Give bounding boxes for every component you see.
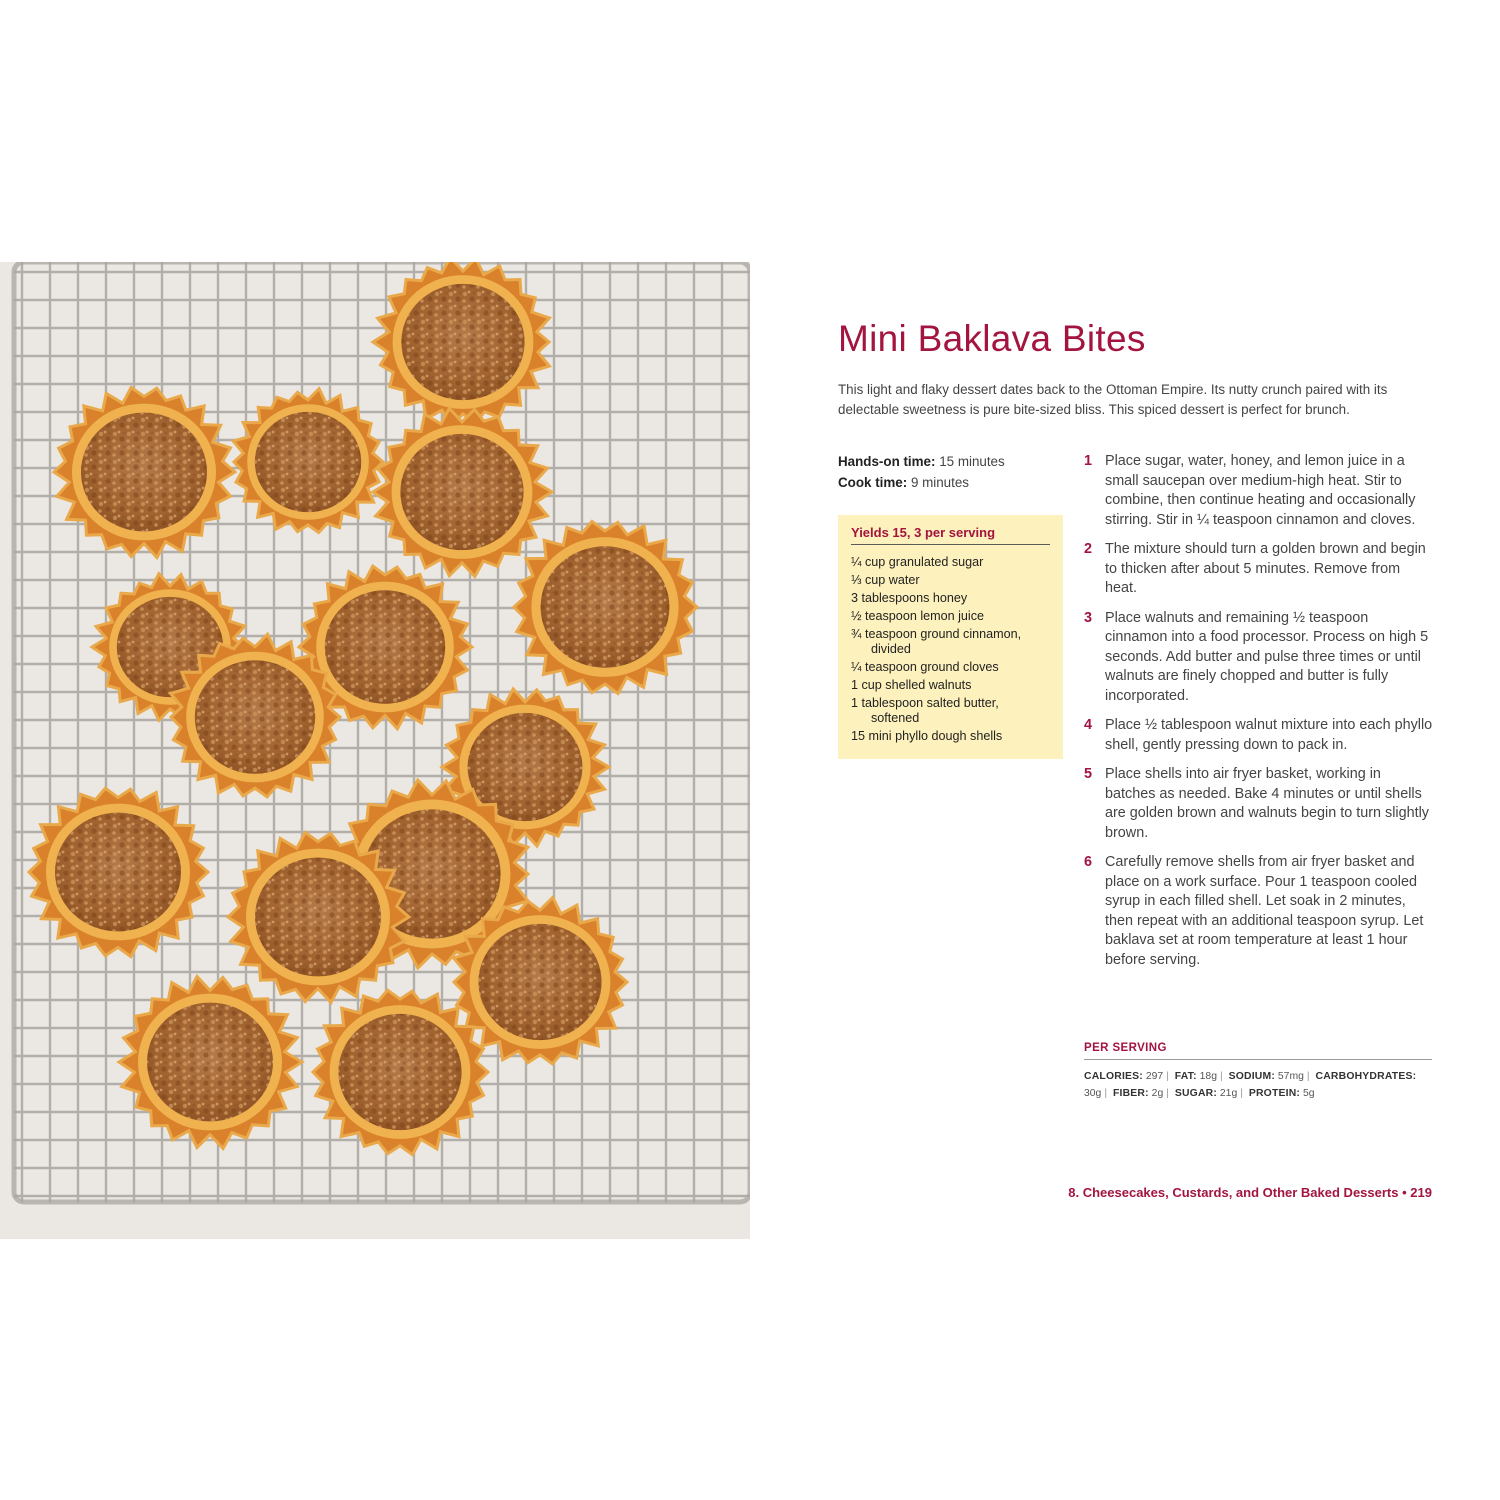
- walnut-crumbs: [400, 434, 523, 550]
- ingredient-item: 3 tablespoons honey: [851, 591, 968, 605]
- walnut-crumbs: [255, 858, 381, 977]
- hands-on-time-label: Hands-on time:: [838, 454, 936, 469]
- step-number: 6: [1084, 854, 1093, 870]
- step-number: 4: [1084, 717, 1093, 733]
- nutrition-facts: [1084, 1068, 1432, 1102]
- recipe-times: [838, 451, 1068, 493]
- fiber-label: FIBER:: [1112, 1088, 1149, 1099]
- step-1: [1084, 452, 1434, 530]
- step-5: [1084, 765, 1434, 843]
- fat-value: 18g: [1199, 1071, 1217, 1082]
- fat-label: FAT:: [1174, 1071, 1197, 1082]
- cook-time-value: 9 minutes: [910, 475, 969, 490]
- carbohydrates-value: 30g: [1084, 1088, 1102, 1099]
- walnut-crumbs: [55, 813, 181, 932]
- recipe-intro: This light and flaky dessert dates back to the Ottoman Empire. Its nutty crunch paired with its delectable sweetness is pure bite-sized bliss. This spiced dessert is perfect for brunch.: [838, 382, 1388, 417]
- step-3: [1084, 609, 1434, 707]
- step-number: 1: [1084, 453, 1093, 469]
- step-text: Place walnuts and remaining ½ teaspoon cinnamon into a food processor. Process on high 5 seconds. Add butter and pulse three times or until walnuts are finely chopped and butter is fully incorporated.: [1105, 609, 1429, 704]
- yields-heading: Yields 15, 3 per serving: [851, 525, 1050, 545]
- walnut-crumbs: [195, 660, 315, 774]
- ingredient-item: ¼ teaspoon ground cloves: [851, 660, 999, 674]
- instructions: [1084, 452, 1434, 980]
- step-text: The mixture should turn a golden brown and begin to thicken after about 5 minutes. Remove from heat.: [1105, 541, 1426, 596]
- step-number: 5: [1084, 766, 1093, 782]
- divider: |: [1240, 1088, 1243, 1099]
- ingredient-item: 15 mini phyllo dough shells: [851, 729, 1003, 743]
- walnut-crumbs: [541, 546, 670, 667]
- protein-label: PROTEIN:: [1248, 1088, 1301, 1099]
- walnut-crumbs: [147, 1003, 273, 1122]
- page-number: 219: [1410, 1185, 1432, 1200]
- divider: |: [1219, 1071, 1223, 1082]
- cook-time: [838, 472, 1068, 493]
- fiber-value: 2g: [1151, 1088, 1164, 1099]
- page-footer: [1000, 1185, 1432, 1200]
- recipe-title: Mini Baklava Bites: [838, 318, 1146, 359]
- ingredient-item: 1 tablespoon salted butter, softened: [851, 696, 999, 725]
- ingredient-item: ¼ cup granulated sugar: [851, 555, 984, 569]
- ingredients-box: [838, 515, 1063, 759]
- hands-on-time: [838, 451, 1068, 472]
- walnut-crumbs: [81, 413, 207, 532]
- cook-time-label: Cook time:: [838, 475, 908, 490]
- ingredient-item: ⅓ cup water: [851, 573, 920, 587]
- carbohydrates-label: CARBOHYDRATES:: [1315, 1071, 1417, 1082]
- ingredient-item: 1 cup shelled walnuts: [851, 678, 972, 692]
- calories-value: 297: [1145, 1071, 1164, 1082]
- divider: |: [1166, 1071, 1169, 1082]
- walnut-crumbs: [325, 590, 445, 704]
- calories-label: CALORIES:: [1084, 1071, 1143, 1082]
- walnut-crumbs: [401, 284, 524, 400]
- step-number: 2: [1084, 541, 1093, 557]
- ingredient-item: ¾ teaspoon ground cinnamon, divided: [851, 627, 1022, 656]
- walnut-crumbs: [338, 1014, 461, 1130]
- protein-value: 5g: [1302, 1088, 1315, 1099]
- step-text: Place ½ tablespoon walnut mixture into each phyllo shell, gently pressing down to pack in.: [1105, 717, 1433, 753]
- walnut-crumbs: [255, 412, 361, 512]
- walnut-crumbs: [478, 924, 601, 1040]
- ingredient-item: ½ teaspoon lemon juice: [851, 609, 985, 623]
- sugar-label: SUGAR:: [1174, 1088, 1218, 1099]
- hands-on-time-value: 15 minutes: [939, 454, 1005, 469]
- sugar-value: 21g: [1219, 1088, 1238, 1099]
- step-text: Place sugar, water, honey, and lemon juice in a small saucepan over medium-high heat. Stir to combine, then continue heating and occasionally stirring. Stir in ¼ teaspoon cinnamon and cloves.: [1105, 453, 1416, 528]
- step-4: [1084, 716, 1434, 755]
- divider: |: [1104, 1088, 1108, 1099]
- sodium-label: SODIUM:: [1228, 1071, 1276, 1082]
- step-2: [1084, 540, 1434, 599]
- footer-bullet: •: [1402, 1185, 1407, 1200]
- baklava-photo-svg: [0, 262, 750, 1239]
- step-number: 3: [1084, 609, 1093, 626]
- step-text: Place shells into air fryer basket, working in batches as needed. Bake 4 minutes or until shells are golden brown and walnuts begin to turn slightly brown.: [1105, 766, 1429, 841]
- divider: |: [1306, 1071, 1310, 1082]
- sodium-value: 57mg: [1277, 1071, 1304, 1082]
- step-text: Carefully remove shells from air fryer basket and place on a work surface. Pour 1 teaspoon cooled syrup in each filled shell. Let soak in 2 minutes, then repeat with an additional teaspoon syrup. Let baklava set at room temperature at least 1 hour before serving.: [1105, 854, 1424, 968]
- step-6: [1084, 853, 1434, 970]
- divider: |: [1166, 1088, 1169, 1099]
- per-serving-heading: PER SERVING: [1084, 1042, 1432, 1060]
- baklava-photo: [0, 262, 750, 1239]
- chapter-title: 8. Cheesecakes, Custards, and Other Baked Desserts: [1068, 1185, 1399, 1200]
